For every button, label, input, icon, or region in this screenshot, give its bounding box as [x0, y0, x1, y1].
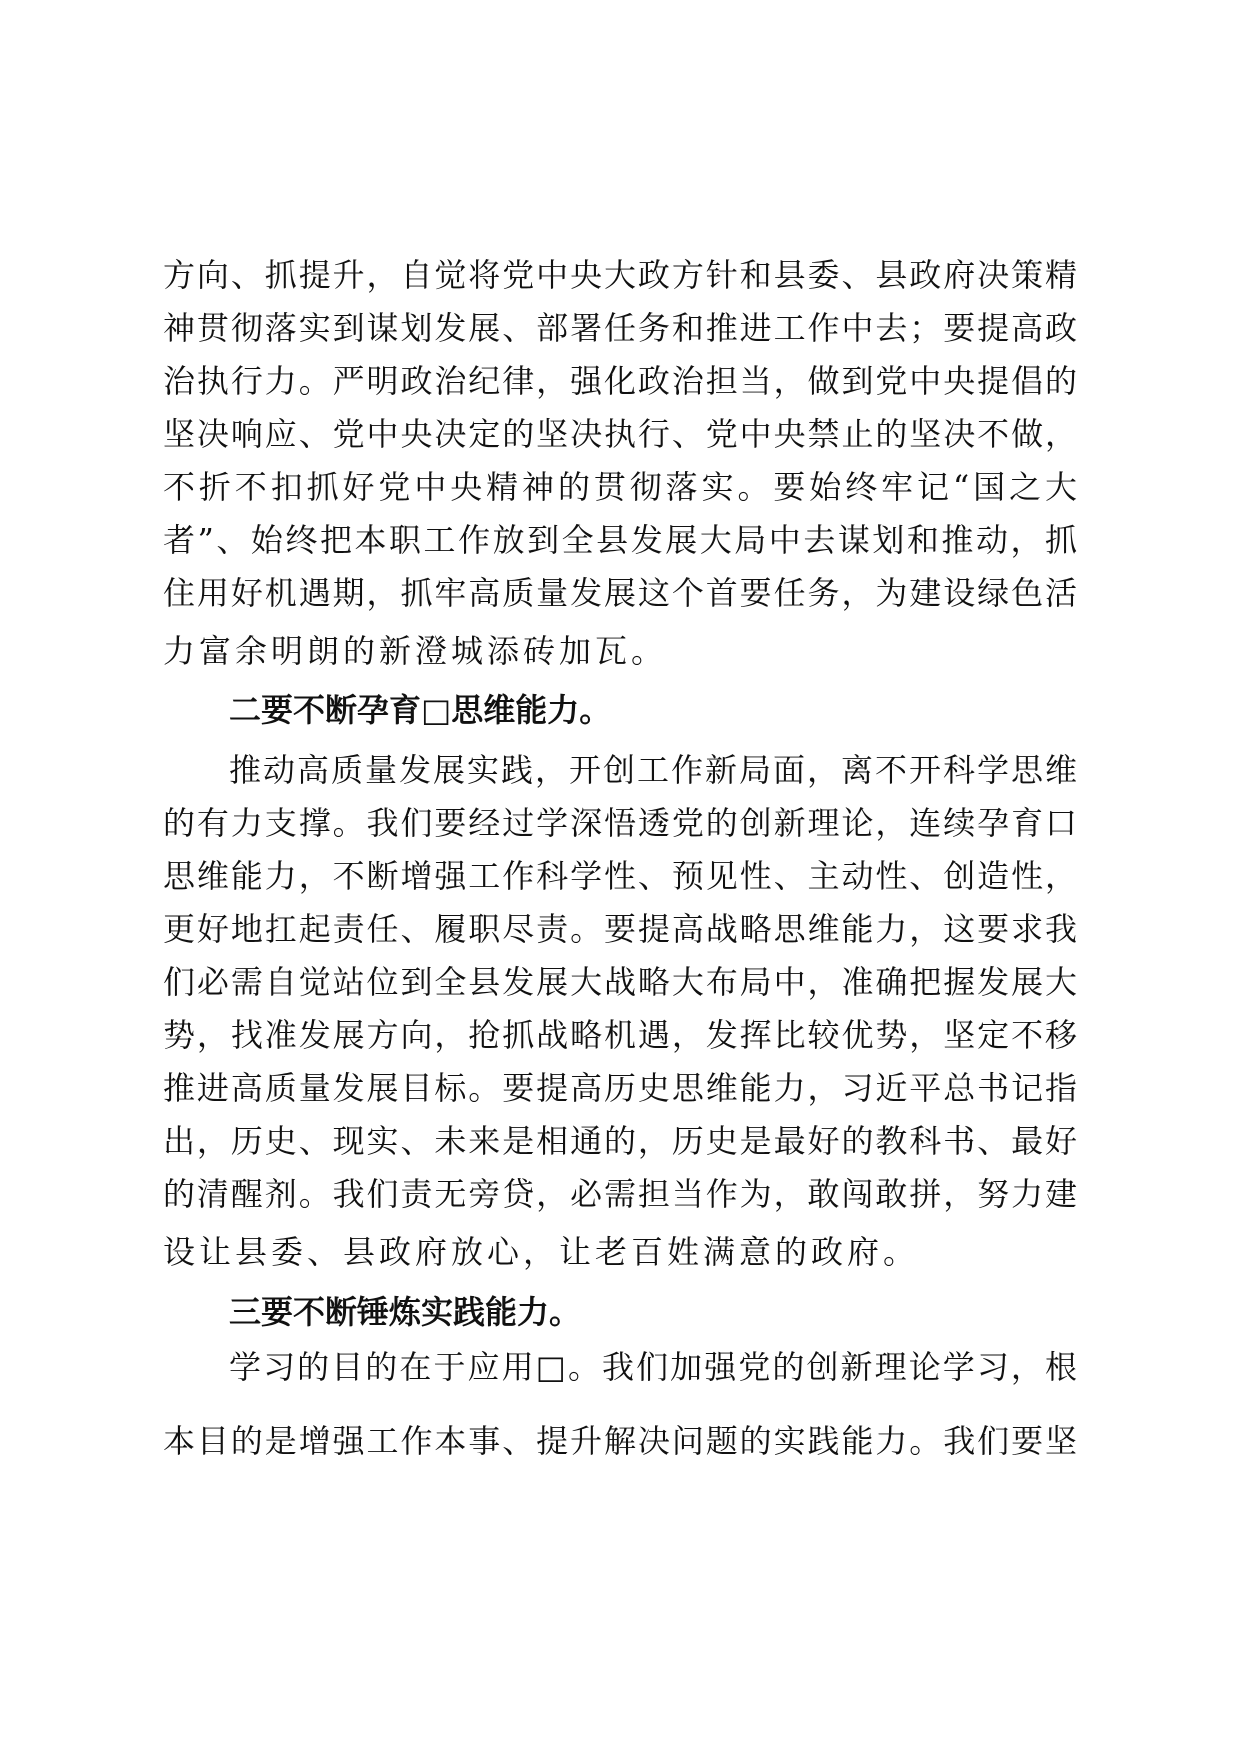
- section-heading: 三要不断锤炼实践能力。: [229, 1293, 582, 1331]
- section-heading: 二要不断孕育□思维能力。: [229, 691, 612, 729]
- paragraph-line: 住用好机遇期，抓牢高质量发展这个首要任务，为建设绿色活: [163, 574, 1078, 612]
- paragraph-line: 设让县委、县政府放心，让老百姓满意的政府。: [163, 1233, 920, 1271]
- paragraph-line: 方向、抓提升，自觉将党中央大政方针和县委、县政府决策精: [163, 256, 1078, 294]
- paragraph-line: 的清醒剂。我们责无旁贷，必需担当作为，敢闯敢拼，努力建: [163, 1175, 1078, 1213]
- paragraph-line: 势，找准发展方向，抢抓战略机遇，发挥比较优势，坚定不移: [163, 1016, 1078, 1054]
- paragraph-line: 的有力支撑。我们要经过学深悟透党的创新理论，连续孕育口: [163, 804, 1078, 842]
- paragraph-line: 力富余明朗的新澄城添砖加瓦。: [163, 632, 668, 670]
- paragraph-line: 们必需自觉站位到全县发展大战略大布局中，准确把握发展大: [163, 963, 1078, 1001]
- paragraph-line: 者”、始终把本职工作放到全县发展大局中去谋划和推动，抓: [163, 521, 1078, 559]
- paragraph-line: 出，历史、现实、未来是相通的，历史是最好的教科书、最好: [163, 1122, 1078, 1160]
- paragraph-line: 本目的是增强工作本事、提升解决问题的实践能力。我们要坚: [163, 1422, 1078, 1460]
- paragraph-line: 更好地扛起责任、履职尽责。要提高战略思维能力，这要求我: [163, 910, 1078, 948]
- paragraph-line: 推动高质量发展实践，开创工作新局面，离不开科学思维: [229, 751, 1078, 789]
- paragraph-line: 思维能力，不断增强工作科学性、预见性、主动性、创造性，: [163, 857, 1078, 895]
- paragraph-line: 不折不扣抓好党中央精神的贯彻落实。要始终牢记“国之大: [163, 468, 1078, 506]
- paragraph-line: 学习的目的在于应用□。我们加强党的创新理论学习，根: [229, 1348, 1078, 1386]
- paragraph-line: 坚决响应、党中央决定的坚决执行、党中央禁止的坚决不做，: [163, 415, 1078, 453]
- paragraph-line: 治执行力。严明政治纪律，强化政治担当，做到党中央提倡的: [163, 362, 1078, 400]
- paragraph-line: 神贯彻落实到谋划发展、部署任务和推进工作中去；要提高政: [163, 309, 1078, 347]
- paragraph-line: 推进高质量发展目标。要提高历史思维能力，习近平总书记指: [163, 1069, 1078, 1107]
